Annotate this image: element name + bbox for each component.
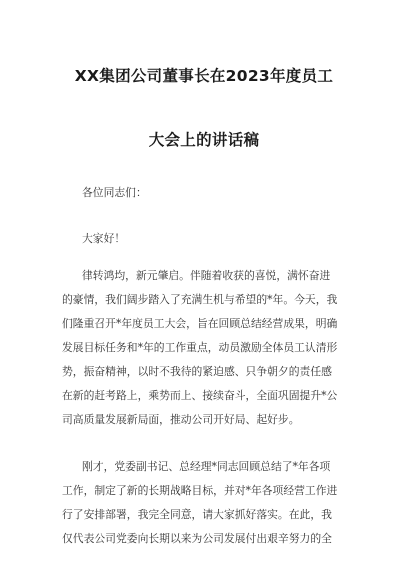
paragraph-2 [62, 455, 362, 551]
paragraph-line: 司高质量发展新局面，推动公司开好局、起好步。 [62, 413, 300, 426]
paragraph-line: 的豪情，我们阔步踏入了充满生机与希望的*年。今天，我 [62, 293, 338, 306]
paragraph-line: 刚才，党委副书记、总经理*同志回顾总结了*年各项 [82, 460, 331, 473]
paragraph-1 [62, 264, 362, 432]
paragraph-line: 发展目标任务和*年的工作重点，动员激励全体员工认清形 [62, 341, 338, 354]
paragraph-line: 律转鸿均，新元肇启。伴随着收获的喜悦，满怀奋进 [82, 269, 331, 282]
greeting [62, 227, 362, 251]
paragraph-line: 工作，制定了新的长期战略目标，并对*年各项经营工作进 [62, 484, 338, 497]
document-title-line-2: 大会上的讲话稿 [148, 131, 260, 149]
paragraph-line: 行了安排部署，我完全同意，请大家抓好落实。在此，我 [62, 508, 332, 521]
paragraph-line: 在新的赶考路上，乘势而上、接续奋斗，全面巩固提升*公 [62, 389, 338, 402]
salutation [62, 181, 362, 205]
paragraph-line: 势，振奋精神，以时不我待的紧迫感、只争朝夕的责任感 [62, 365, 332, 378]
paragraph-line: 仅代表公司党委向长期以来为公司发展付出艰辛努力的全 [62, 532, 332, 545]
greeting-text: 大家好！ [82, 232, 126, 245]
document-title-line-1: XX集团公司董事长在2023年度员工 [74, 67, 334, 85]
paragraph-line: 们隆重召开*年度员工大会，旨在回顾总结经营成果，明确 [62, 317, 338, 330]
salutation-text: 各位同志们： [82, 186, 147, 199]
